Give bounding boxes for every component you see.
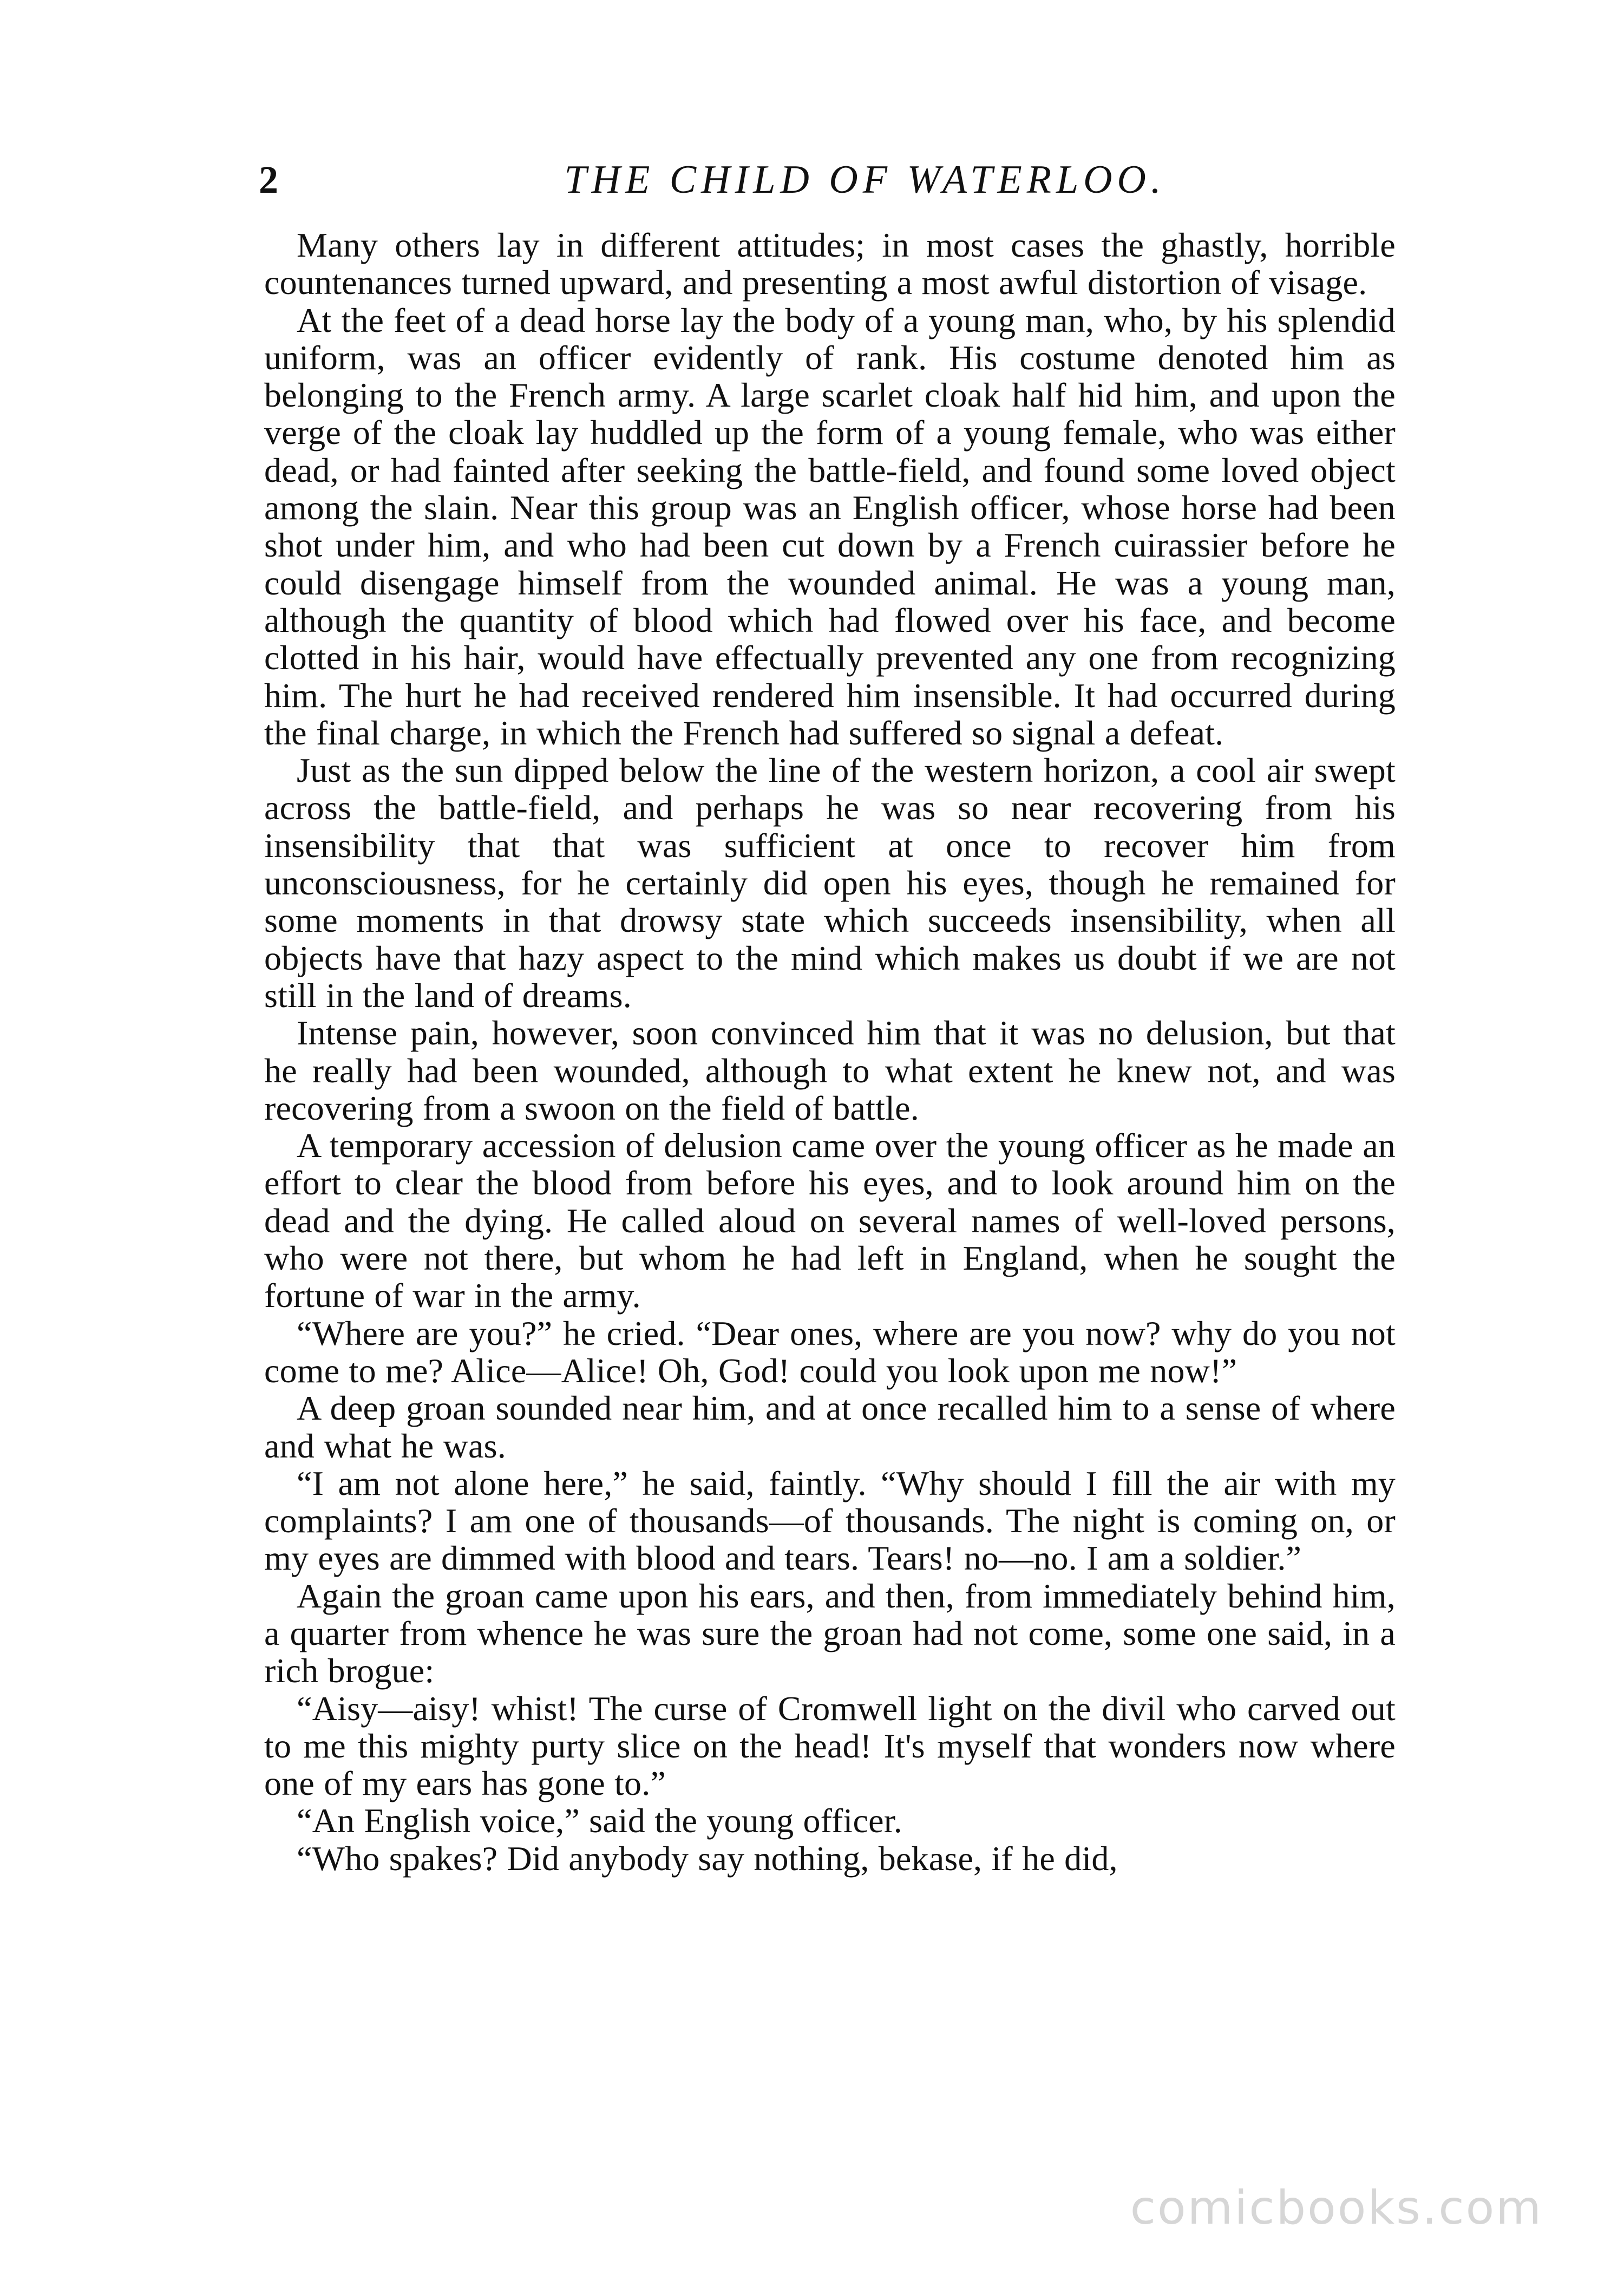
page-header	[259, 153, 1406, 212]
paragraph: “Aisy—aisy! whist! The curse of Cromwell light on the divil who carved out to me this mighty purty slice on the head! It's myself that wonders now where one of my ears has gone to.”	[264, 1689, 1396, 1803]
body-text	[264, 226, 1396, 1877]
paragraph: “Who spakes? Did anybody say nothing, bekase, if he did,	[297, 1839, 1118, 1878]
running-title: THE CHILD OF WATERLOO.	[564, 158, 1166, 202]
page-number: 2	[259, 158, 278, 201]
paragraph: At the feet of a dead horse lay the body of a young man, who, by his splendid uniform, was an officer evidently of rank. His costume denoted him as belonging to the French army. A large scarlet cloak half hid him, and upon the verge of the cloak lay huddled up the form of a young female, who was either dead, or had fainted after seeking the battle-field, and found some loved object among the slain. Near this group was an English officer, whose horse had been shot under him, and who had been cut down by a French cuirassier before he could disengage himself from the wounded animal. He was a young man, although the quantity of blood which had flowed over his face, and become clotted in his hair, would have effectually prevented any one from recognizing him. The hurt he had received rendered him insensible. It had occurred during the final charge, in which the French had suffered so signal a defeat.	[264, 300, 1396, 752]
paragraph: “Where are you?” he cried. “Dear ones, where are you now? why do you not come to me? Alice—Alice! Oh, God! could you look upon me now!”	[264, 1314, 1396, 1390]
paragraph: “I am not alone here,” he said, faintly. “Why should I fill the air with my complaints? I am one of thousands—of thousands. The night is coming on, or my eyes are dimmed with blood and tears. Tears! no—no. I am a soldier.”	[264, 1463, 1396, 1578]
paragraph: “An English voice,” said the young officer.	[297, 1801, 902, 1840]
paragraph: A temporary accession of delusion came over the young officer as he made an effort to clear the blood from before his eyes, and to look around him on the dead and the dying. He called aloud on several names of well-loved persons, who were not there, but whom he had left in England, when he sought the fortune of war in the army.	[264, 1126, 1396, 1315]
paragraph: A deep groan sounded near him, and at once recalled him to a sense of where and what he was.	[264, 1389, 1396, 1465]
paragraph: Many others lay in different attitudes; in most cases the ghastly, horrible countenances turned upward, and presenting a most awful distortion of visage.	[264, 226, 1396, 302]
watermark: comicbooks.com	[1130, 2181, 1543, 2235]
paragraph: Intense pain, however, soon convinced him that it was no delusion, but that he really had been wounded, although to what extent he knew not, and was recovering from a swoon on the field of battle.	[264, 1014, 1396, 1127]
paragraph: Just as the sun dipped below the line of the western horizon, a cool air swept across the battle-field, and perhaps he was so near recovering from his insensibility that that was sufficient at once to recover him from unconsciousness, for he certainly did open his eyes, though he remained for some moments in that drowsy state which succeeds insensibility, when all objects have that hazy aspect to the mind which makes us doubt if we are not still in the land of dreams.	[264, 751, 1396, 1015]
paragraph: Again the groan came upon his ears, and then, from immediately behind him, a quarter from whence he was sure the groan had not come, some one said, in a rich brogue:	[264, 1576, 1396, 1690]
